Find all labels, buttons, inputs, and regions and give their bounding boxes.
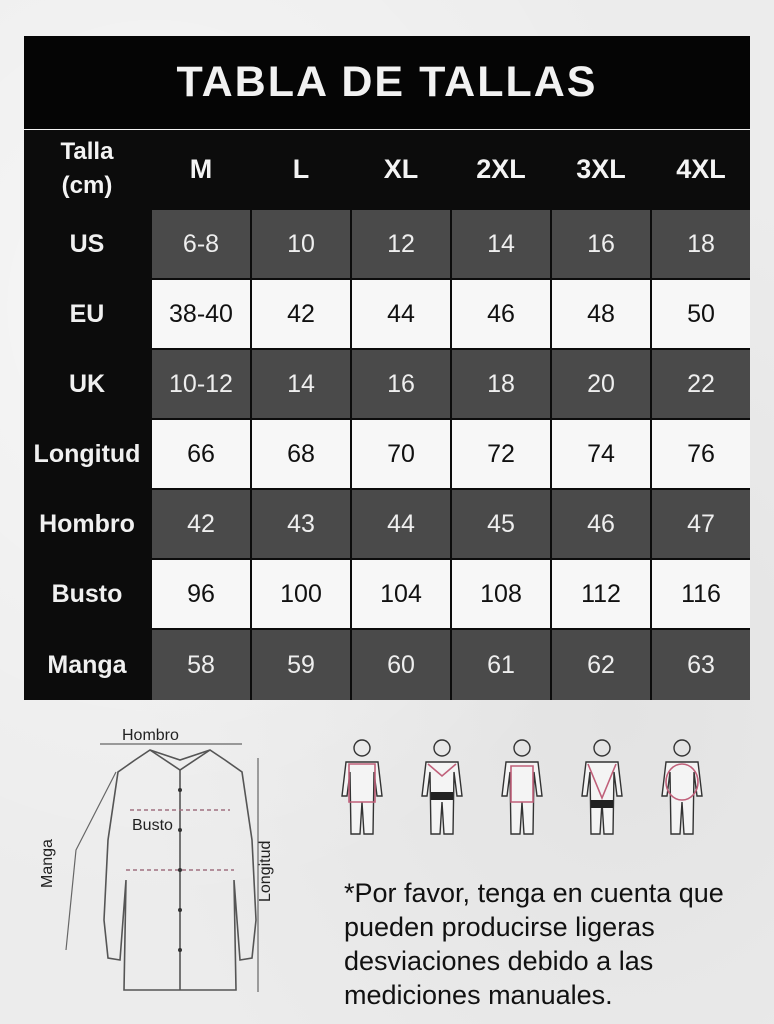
table-cell: 72 — [452, 420, 550, 488]
table-cell: 46 — [552, 490, 650, 558]
table-cell: 46 — [452, 280, 550, 348]
manga-arrow — [66, 772, 116, 950]
table-cell: 58 — [152, 630, 250, 700]
table-cell: 22 — [652, 350, 750, 418]
table-cell: 104 — [352, 560, 450, 628]
table-cell: 10 — [252, 210, 350, 278]
size-table — [24, 130, 750, 700]
label-busto: Busto — [132, 817, 173, 834]
chart-title: TABLA DE TALLAS — [176, 58, 598, 106]
table-cell: 68 — [252, 420, 350, 488]
table-cell: 20 — [552, 350, 650, 418]
body-figure-icon — [342, 740, 382, 834]
table-cell: 76 — [652, 420, 750, 488]
table-cell: 38-40 — [152, 280, 250, 348]
size-header-2xl: 2XL — [476, 153, 526, 184]
table-cell: 63 — [652, 630, 750, 700]
body-figure-icon — [662, 740, 702, 834]
label-longitud: Longitud — [257, 840, 274, 902]
table-cell: 50 — [652, 280, 750, 348]
row-label-manga: Manga — [47, 650, 127, 679]
size-header-3xl: 3XL — [576, 153, 626, 184]
note-line-1: *Por favor, tenga en cuenta que — [344, 878, 724, 908]
size-header-m: M — [189, 153, 213, 184]
table-cell: 112 — [552, 560, 650, 628]
note-line-3: desviaciones debido a las — [344, 946, 654, 976]
table-cell: 96 — [152, 560, 250, 628]
row-label-longitud: Longitud — [33, 439, 141, 468]
table-cell: 44 — [352, 490, 450, 558]
label-hombro: Hombro — [122, 727, 179, 744]
body-figure-icon — [582, 740, 622, 834]
table-cell: 48 — [552, 280, 650, 348]
table-cell: 70 — [352, 420, 450, 488]
size-header-xl: XL — [383, 153, 419, 184]
table-cell: 16 — [352, 350, 450, 418]
shirt-diagram — [30, 720, 330, 1020]
table-cell: 62 — [552, 630, 650, 700]
row-label-hombro: Hombro — [39, 509, 135, 538]
table-cell: 74 — [552, 420, 650, 488]
table-cell: 14 — [252, 350, 350, 418]
table-cell: 18 — [652, 210, 750, 278]
size-header-4xl: 4XL — [676, 153, 726, 184]
table-cell: 42 — [152, 490, 250, 558]
table-cell: 16 — [552, 210, 650, 278]
row-label-us: US — [69, 229, 105, 258]
row-label-uk: UK — [68, 369, 106, 398]
label-manga: Manga — [39, 839, 56, 888]
table-cell: 100 — [252, 560, 350, 628]
table-cell: 108 — [452, 560, 550, 628]
note-line-4: mediciones manuales. — [344, 980, 613, 1010]
row-label-busto: Busto — [51, 579, 123, 608]
table-cell: 66 — [152, 420, 250, 488]
measurement-note — [344, 876, 769, 1012]
table-cell: 43 — [252, 490, 350, 558]
table-cell: 12 — [352, 210, 450, 278]
note-line-2: pueden producirse ligeras — [344, 912, 655, 942]
corner-header — [24, 130, 150, 208]
chart-title-bar — [24, 36, 750, 129]
table-cell: 61 — [452, 630, 550, 700]
size-header-l: L — [292, 153, 310, 184]
table-cell: 14 — [452, 210, 550, 278]
body-figures — [330, 736, 730, 836]
table-cell: 47 — [652, 490, 750, 558]
table-cell: 10-12 — [152, 350, 250, 418]
body-figure-icon — [502, 740, 542, 834]
row-label-eu: EU — [69, 299, 105, 328]
table-cell: 59 — [252, 630, 350, 700]
table-cell: 42 — [252, 280, 350, 348]
table-cell: 44 — [352, 280, 450, 348]
table-cell: 116 — [652, 560, 750, 628]
corner-line-1: Talla — [60, 138, 114, 165]
table-cell: 18 — [452, 350, 550, 418]
table-cell: 60 — [352, 630, 450, 700]
table-cell: 45 — [452, 490, 550, 558]
body-figure-icon — [422, 740, 462, 834]
table-cell: 6-8 — [152, 210, 250, 278]
corner-line-2: (cm) — [61, 172, 113, 199]
